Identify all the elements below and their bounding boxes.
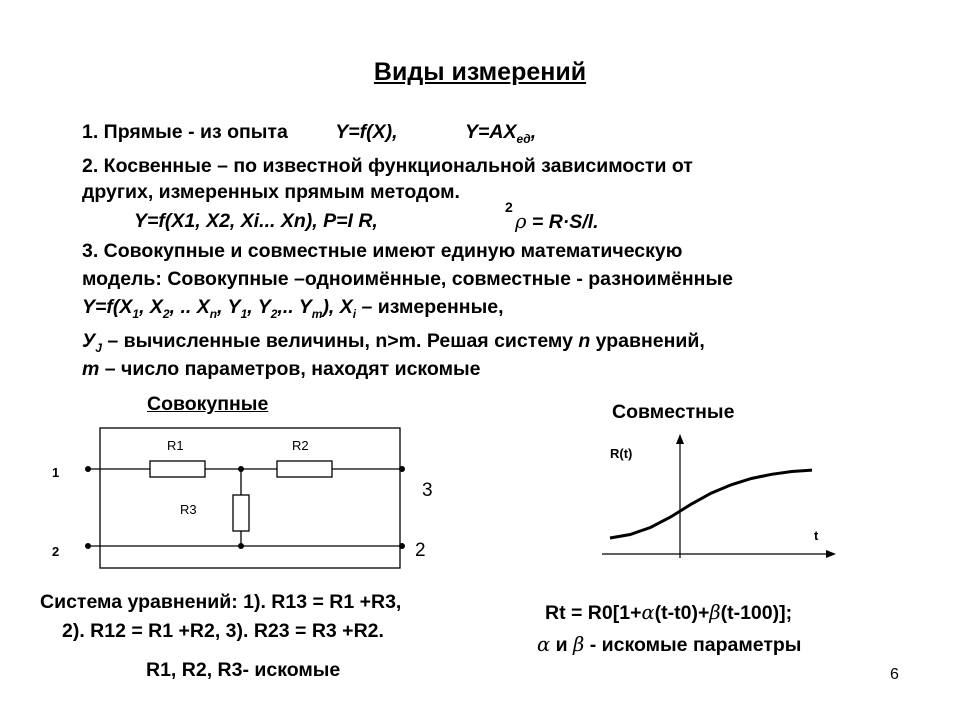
resistor-r3 [233, 495, 249, 531]
y-axis-label: R(t) [610, 446, 633, 461]
item-indirect-line2: других, измеренных прямым методом. [82, 181, 460, 203]
circuit-frame [100, 428, 400, 568]
item-direct [82, 121, 536, 146]
circuit-diagram [40, 420, 440, 580]
equation-system-line2: 2). R12 = R1 +R2, 3). R23 = R3 +R2. [62, 620, 384, 642]
unknowns-line: R1, R2, R3- искомые [146, 659, 341, 681]
caption-joint: Совместные [612, 401, 735, 423]
formula-combined: $Y=f(X_1$, $X_2$, .. $X_n$, $Y_1$, $Y_2$,.. $Y_m$), $X_i$ – измеренные, [82, 296, 504, 321]
item-combined-line4: $У_J$ – вычисленные величины, n>m. Решая систему n уравнений, [82, 330, 705, 355]
label-node-2: 2 [52, 544, 60, 559]
item-direct-text: 1. Прямые - из опыта [82, 121, 288, 143]
equation-system-line1: Система уравнений: 1). R13 = R1 +R3, [40, 591, 402, 613]
label-r3: R3 [180, 502, 197, 517]
terminal-3 [399, 466, 405, 472]
label-node-1: 1 [52, 465, 60, 480]
terminal-1 [85, 466, 91, 472]
superscript-two: 2 [505, 199, 513, 215]
formula-direct-1: Y=f(X), [335, 121, 398, 143]
rt-chart [590, 430, 850, 570]
formula-rho: ρ = R·S/l. [515, 210, 599, 233]
x-axis-arrow-icon [826, 550, 836, 558]
item-combined-line1: 3. Совокупные и совместные имеют единую математическую [82, 240, 683, 262]
item-combined-line2: модель: Совокупные –одноимённые, совместные - разноимённые [82, 268, 733, 290]
formula-indirect: Y=f(X1, X2, Xi... Xn), P=I R, [134, 210, 378, 232]
y-axis-arrow-icon [676, 434, 684, 444]
rt-curve-line [610, 470, 812, 538]
rt-params-line: α и β - искомые параметры [537, 633, 802, 656]
label-r2: R2 [292, 438, 309, 453]
item-combined-line5: m – число параметров, находят искомые [82, 358, 481, 380]
x-axis-label: t [814, 528, 819, 543]
caption-cumulative: Совокупные [147, 393, 269, 415]
label-node-2-right: 2 [415, 540, 426, 561]
label-r1: R1 [167, 438, 184, 453]
resistor-r2 [277, 461, 332, 477]
formula-direct-2: $Y=AX_{ед}$, [464, 121, 537, 146]
item-indirect-line1: 2. Косвенные – по известной функциональной зависимости от [82, 155, 693, 177]
label-node-3: 3 [422, 480, 433, 501]
resistor-r1 [150, 461, 205, 477]
rt-formula: Rt = R0[1+α(t-t0)+β(t-100)]; [545, 601, 793, 624]
terminal-2-right [399, 543, 405, 549]
terminal-2-left [85, 543, 91, 549]
page-title: Виды измерений [373, 58, 587, 86]
page-number: 6 [890, 666, 899, 683]
